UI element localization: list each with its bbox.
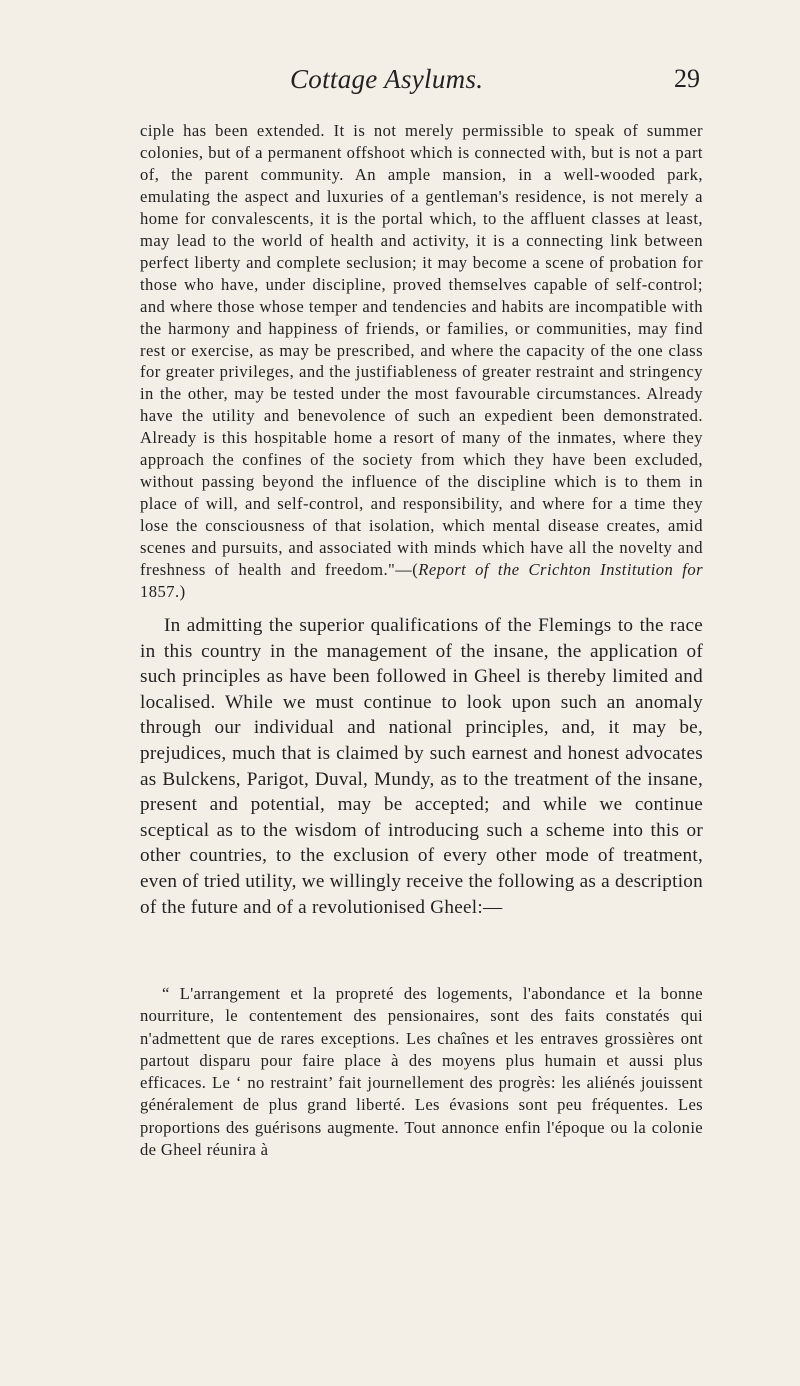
report-citation: Report of the Crichton Institution for [418, 560, 703, 580]
paragraph-french-quotation: “ L'arrangement et la propreté des logements, l'abondance et la bonne nourriture, le contentement des pensionaires, sont des faits constatés qui n'admettent que de rares exceptions. Les chaînes et les entraves grossières ont partout disparu pour faire place à des moyens plus humain et aussi plus efficaces. Le ‘ no restraint’ fait journellement des progrès: les aliénés jouissent généralement de plus grand liberté. Les évasions sont peu fréquentes. Les proportions des guérisons augmente. Tout annonce enfin l'époque ou la colonie de Gheel réunira à [140, 984, 703, 1160]
running-title: Cottage Asylums. [290, 64, 484, 94]
page-number: 29 [674, 64, 700, 93]
paragraph-quoted-report [140, 120, 703, 603]
page-header [140, 64, 700, 104]
report-year: 1857.) [140, 582, 186, 602]
paragraph-quoted-report-text: ciple has been extended. It is not merely permissible to speak of summer colonies, but of a permanent offshoot which is connected with, but is not a part of, the parent community. An ample mansion, in a well-wooded park, emulating the aspect and luxuries of a gentleman's residence, is not merely a home for convalescents, it is the portal which, to the affluent classes at least, may lead to the world of health and activity, it is a connecting link between perfect liberty and complete seclusion; it may become a scene of probation for those who have, under discipline, proved themselves capable of self-control; and where those whose temper and tendencies and habits are incompatible with the harmony and happiness of friends, or families, or communities, may find rest or exercise, as may be prescribed, and where the capacity of the one class for greater privileges, and the justifiableness of greater restraint and stringency in the other, may be tested under the most favourable circumstances. Already have the utility and benevolence of such an expedient been demonstrated. Already is this hospitable home a resort of many of the inmates, where they approach the confines of the society from which they have been excluded, without passing beyond the influence of the discipline which is to them in place of will, and self-control, and responsibility, and where for a time they lose the consciousness of that isolation, which mental disease creates, amid scenes and pursuits, and associated with minds which have all the novelty and freshness of health and freedom."—( [140, 121, 703, 580]
paragraph-main: In admitting the superior qualifications of the Flemings to the race in this country in the management of the insane, the application of such principles as have been followed in Gheel is thereby limited and localised. While we must continue to look upon such an anomaly through our individual and national principles, and, it may be, prejudices, much that is claimed by such earnest and honest advocates as Bulckens, Parigot, Duval, Mundy, as to the treatment of the insane, present and potential, may be accepted; and while we continue sceptical as to the wisdom of introducing such a scheme into this or other countries, to the exclusion of every other mode of treatment, even of tried utility, we willingly receive the following as a description of the future and of a revolutionised Gheel:— [140, 615, 703, 918]
